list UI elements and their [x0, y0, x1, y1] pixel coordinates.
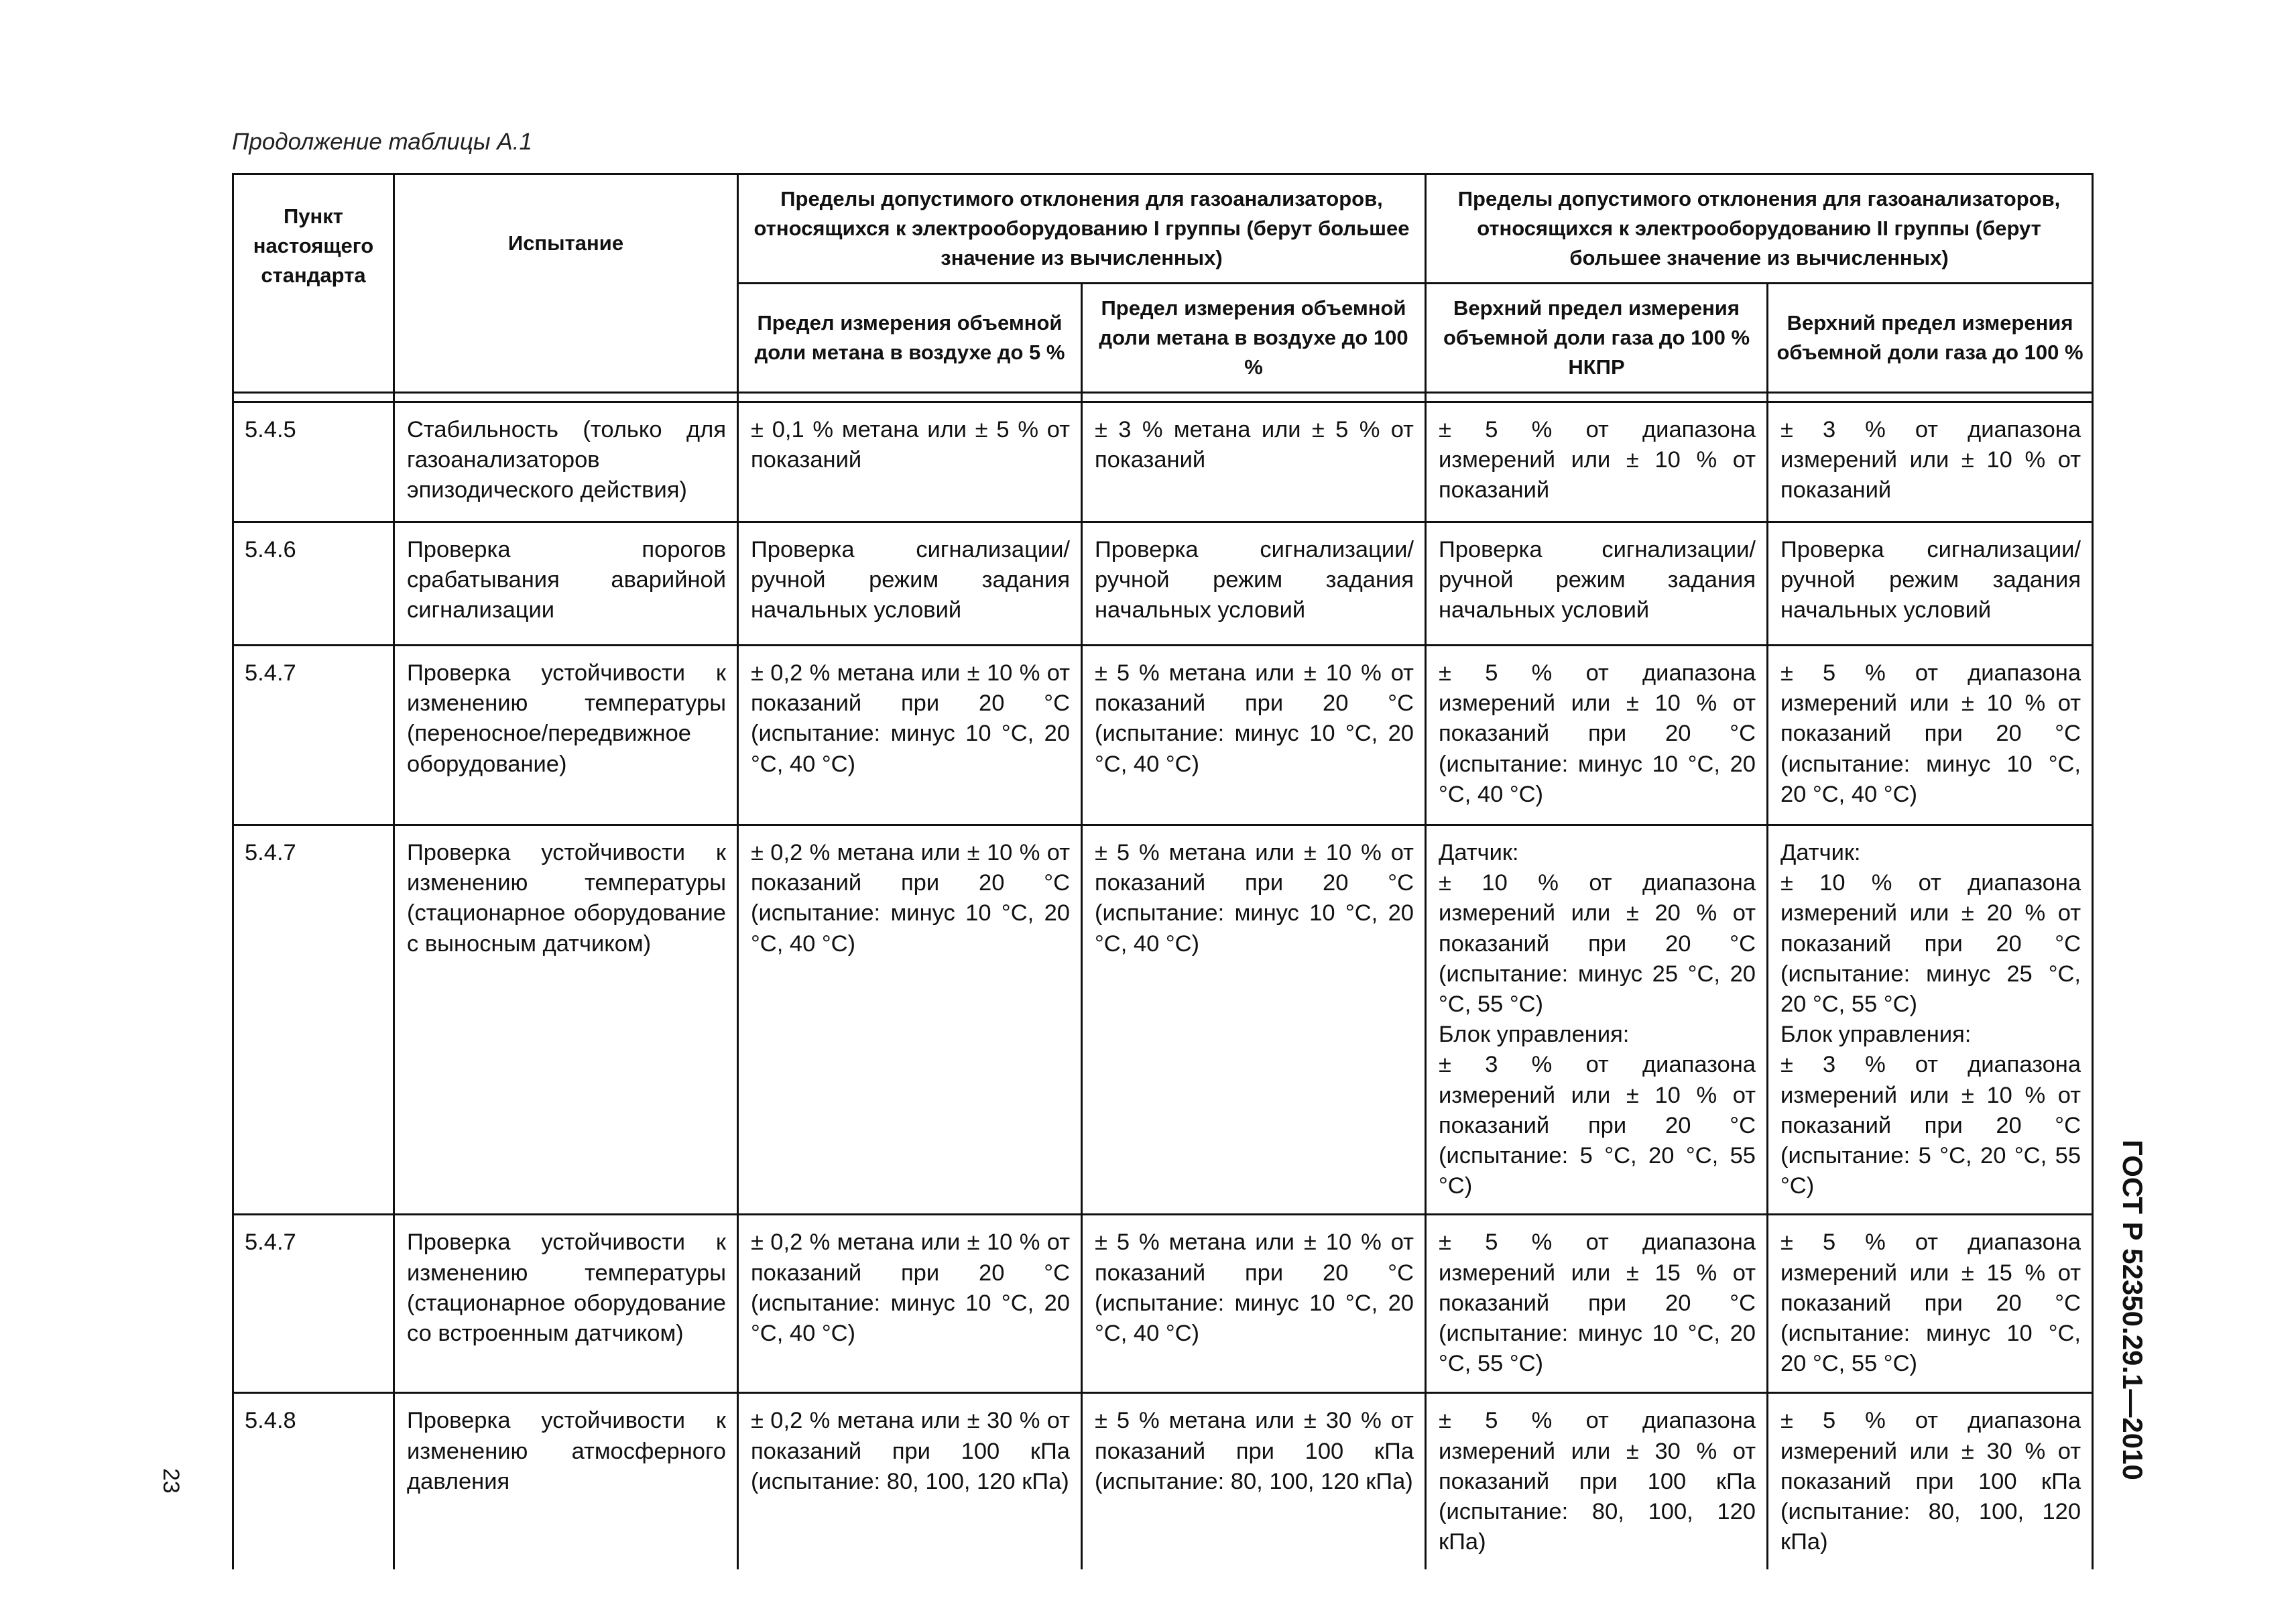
row-limit-1: ± 0,2 % метана или ± 10 % от показаний при 20 °С (испытание: минус 10 °С, 20 °С, 40 °С): [738, 1215, 1082, 1393]
row-limit-1: ± 0,2 % метана или ± 30 % от показаний при 100 кПа (испытание: 80, 100, 120 кПа): [738, 1393, 1082, 1569]
row-limit-3: ± 5 % от диапазона измерений или ± 10 % от показаний при 20 °С (испытание: минус 10 °С, 20 °С, 40 °С): [1426, 646, 1768, 825]
page-number: 23: [158, 1468, 184, 1494]
row-limit-2: ± 5 % метана или ± 30 % от показаний при 100 кПа (испытание: 80, 100, 120 кПа): [1082, 1393, 1426, 1569]
row-limit-4: ± 5 % от диапазона измерений или ± 10 % от показаний при 20 °С (испытание: минус 10 °С, 20 °С, 40 °С): [1768, 646, 2093, 825]
header-sub-3: Верхний предел измерения объемной доли газа до 100 % НКПР: [1426, 284, 1768, 393]
table-row: [233, 825, 2093, 1215]
row-test: Проверка устойчивости к изменению температуры (стационарное оборудование со встроенным датчиком): [394, 1215, 738, 1393]
table-row: [233, 402, 2093, 522]
standard-designation: ГОСТ Р 52350.29.1—2010: [2117, 1140, 2149, 1480]
header-group-2: Пределы допустимого отклонения для газоанализаторов, относящихся к электрооборудованию II группы (берут большее значение из вычисленных): [1426, 174, 2093, 284]
row-limit-3: [1426, 825, 1768, 1215]
row-clause: 5.4.7: [233, 1215, 394, 1393]
row-limit-1: ± 0,2 % метана или ± 10 % от показаний при 20 °С (испытание: минус 10 °С, 20 °С, 40 °С): [738, 646, 1082, 825]
table-row: [233, 646, 2093, 825]
header-sub-2: Предел измерения объемной доли метана в воздухе до 100 %: [1082, 284, 1426, 393]
table-row: [233, 1215, 2093, 1393]
row-limit-3: ± 5 % от диапазона измерений или ± 10 % от показаний: [1426, 402, 1768, 522]
row-limit-1: ± 0,1 % метана или ± 5 % от показаний: [738, 402, 1082, 522]
sensor-limit: ± 10 % от диапазона измерений или ± 20 % от показаний при 20 °С (испытание: минус 25 °С, 20 °С, 55 °С): [1439, 870, 1756, 1018]
header-clause: Пункт настоящего стандарта: [233, 174, 394, 393]
row-limit-4: [1768, 825, 2093, 1215]
sensor-limit: ± 10 % от диапазона измерений или ± 20 % от показаний при 20 °С (испытание: минус 25 °С, 20 °С, 55 °С): [1780, 870, 2081, 1018]
row-test: Проверка устойчивости к изменению температуры (стационарное оборудование с выносным датчиком): [394, 825, 738, 1215]
control-unit-label: Блок управления:: [1780, 1022, 1972, 1048]
sensor-label: Датчик:: [1780, 840, 1861, 866]
table-caption: Продолжение таблицы А.1: [232, 129, 532, 155]
row-clause: 5.4.7: [233, 825, 394, 1215]
table-row: [233, 522, 2093, 646]
row-test: Стабильность (только для газоанализаторов эпизодического действия): [394, 402, 738, 522]
row-test: Проверка порогов срабатывания аварийной сигнализации: [394, 522, 738, 646]
header-sub-4: Верхний предел измерения объемной доли газа до 100 %: [1768, 284, 2093, 393]
control-unit-limit: ± 3 % от диапазона измерений или ± 10 % от показаний при 20 °С (испытание: 5 °С, 20 °С, 55 °С): [1439, 1052, 1756, 1199]
row-clause: 5.4.6: [233, 522, 394, 646]
row-limit-2: Проверка сигнализации/ ручной режим задания начальных условий: [1082, 522, 1426, 646]
row-limit-2: ± 5 % метана или ± 10 % от показаний при 20 °С (испытание: минус 10 °С, 20 °С, 40 °С): [1082, 646, 1426, 825]
row-limit-4: ± 3 % от диапазона измерений или ± 10 % от показаний: [1768, 402, 2093, 522]
table-row: [233, 1393, 2093, 1569]
row-limit-3: ± 5 % от диапазона измерений или ± 30 % от показаний при 100 кПа (испытание: 80, 100, 120 кПа): [1426, 1393, 1768, 1569]
row-clause: 5.4.8: [233, 1393, 394, 1569]
row-limit-4: ± 5 % от диапазона измерений или ± 30 % от показаний при 100 кПа (испытание: 80, 100, 120 кПа): [1768, 1393, 2093, 1569]
header-separator: [233, 393, 2093, 402]
row-limit-4: Проверка сигнализации/ ручной режим задания начальных условий: [1768, 522, 2093, 646]
row-test: Проверка устойчивости к изменению атмосферного давления: [394, 1393, 738, 1569]
row-test: Проверка устойчивости к изменению температуры (переносное/передвижное оборудование): [394, 646, 738, 825]
row-limit-4: ± 5 % от диапазона измерений или ± 15 % от показаний при 20 °С (испытание: минус 10 °С, 20 °С, 55 °С): [1768, 1215, 2093, 1393]
control-unit-label: Блок управления:: [1439, 1022, 1630, 1048]
row-limit-2: ± 5 % метана или ± 10 % от показаний при 20 °С (испытание: минус 10 °С, 20 °С, 40 °С): [1082, 825, 1426, 1215]
row-clause: 5.4.7: [233, 646, 394, 825]
row-limit-3: ± 5 % от диапазона измерений или ± 15 % от показаний при 20 °С (испытание: минус 10 °С, 20 °С, 55 °С): [1426, 1215, 1768, 1393]
deviation-limits-table: [232, 173, 2094, 1569]
control-unit-limit: ± 3 % от диапазона измерений или ± 10 % от показаний при 20 °С (испытание: 5 °С, 20 °С, 55 °С): [1780, 1052, 2081, 1199]
sensor-label: Датчик:: [1439, 840, 1519, 866]
row-limit-1: Проверка сигнализации/ ручной режим задания начальных условий: [738, 522, 1082, 646]
row-limit-3: Проверка сигнализации/ ручной режим задания начальных условий: [1426, 522, 1768, 646]
header-test: Испытание: [394, 174, 738, 393]
row-limit-1: ± 0,2 % метана или ± 10 % от показаний при 20 °С (испытание: минус 10 °С, 20 °С, 40 °С): [738, 825, 1082, 1215]
header-sub-1: Предел измерения объемной доли метана в воздухе до 5 %: [738, 284, 1082, 393]
header-group-1: Пределы допустимого отклонения для газоанализаторов, относящихся к электрооборудованию I группы (берут большее значение из вычисленных): [738, 174, 1426, 284]
row-limit-2: ± 5 % метана или ± 10 % от показаний при 20 °С (испытание: минус 10 °С, 20 °С, 40 °С): [1082, 1215, 1426, 1393]
row-limit-2: ± 3 % метана или ± 5 % от показаний: [1082, 402, 1426, 522]
row-clause: 5.4.5: [233, 402, 394, 522]
